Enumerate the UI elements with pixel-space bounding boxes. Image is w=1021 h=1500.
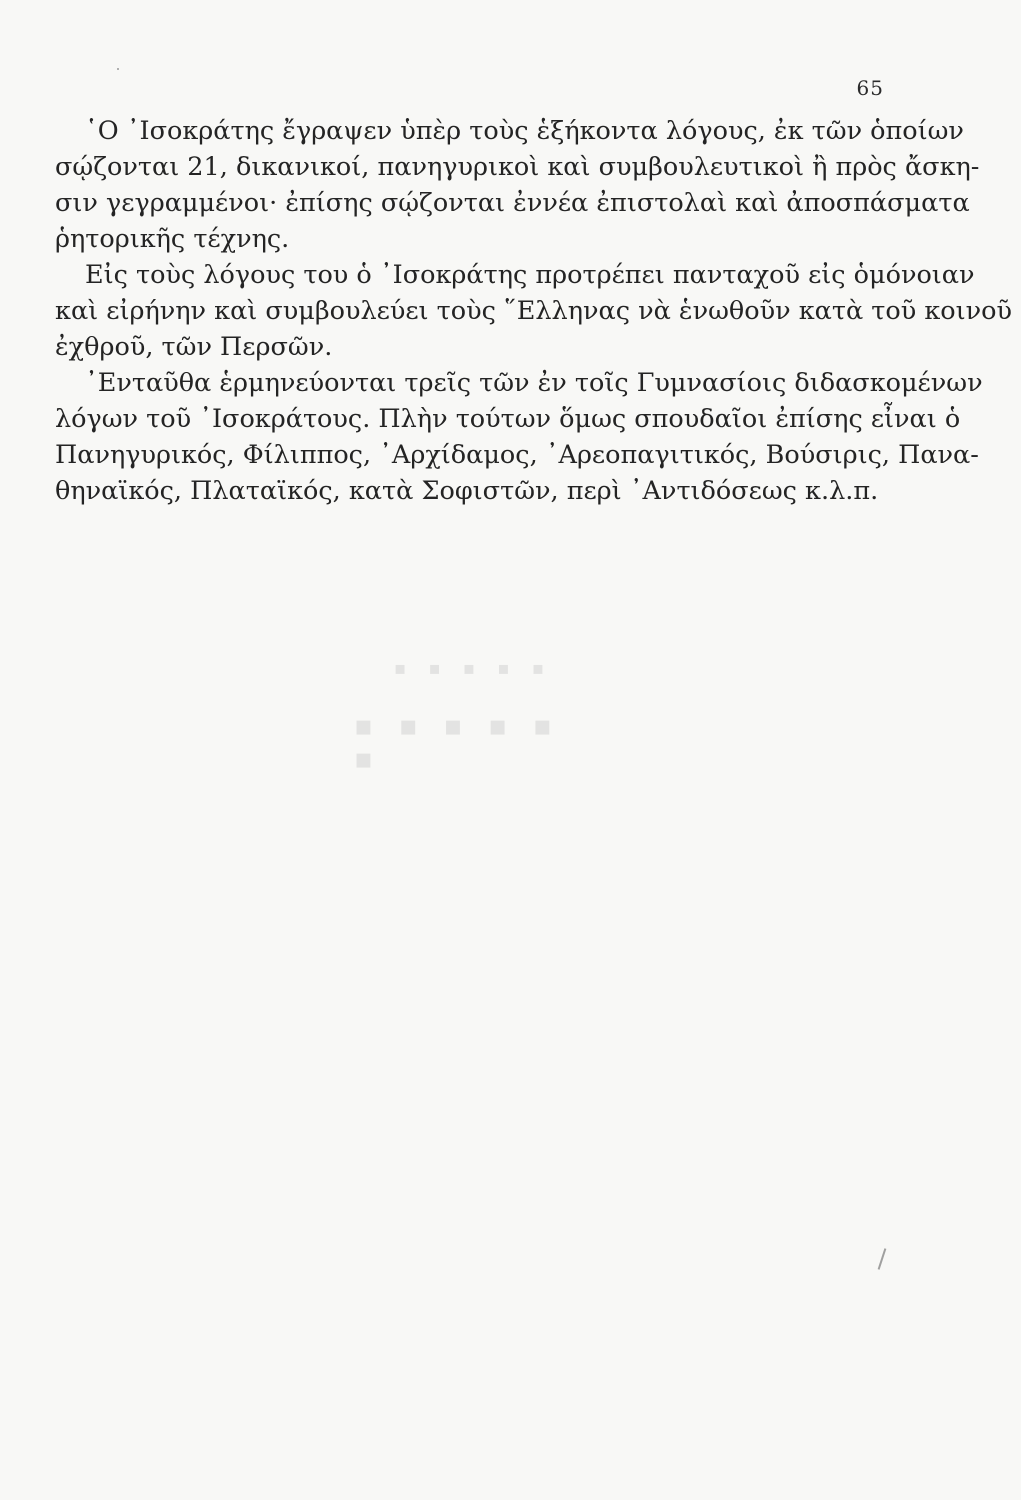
text-line: ἐχθροῦ, τῶν Περσῶν. xyxy=(55,332,333,362)
text-line: λόγων τοῦ ᾿Ισοκράτους. Πλὴν τούτων ὅμως σπουδαῖοι ἐπίσης εἶναι ὁ xyxy=(55,404,961,434)
bleed-through-marks: ▪ ▪ ▪ ▪ ▪ ▪ ▪ ▪ ▪ ▪ ▪ xyxy=(354,658,560,775)
text-line: σῴζονται 21, δικανικοί, πανηγυρικοὶ καὶ συμβουλευτικοὶ ἢ πρὸς ἄσκη- xyxy=(55,152,980,182)
text-line: ῥητορικῆς τέχνης. xyxy=(55,224,290,254)
text-line: καὶ εἰρήνην καὶ συμβουλεύει τοὺς ῞Ελληνας νὰ ἑνωθοῦν κατὰ τοῦ κοινοῦ xyxy=(55,296,1012,326)
text-line: Πανηγυρικός, Φίλιππος, ᾿Αρχίδαμος, ᾿Αρεοπαγιτικός, Βούσιρις, Πανα- xyxy=(55,440,979,470)
text-line: ῾Ο ᾿Ισοκράτης ἔγραψεν ὑπὲρ τοὺς ἑξήκοντα λόγους, ἐκ τῶν ὁποίων xyxy=(85,116,964,146)
speck-mark xyxy=(117,68,119,70)
page-number: 65 xyxy=(856,76,884,100)
text-line: θηναϊκός, Πλαταϊκός, κατὰ Σοφιστῶν, περὶ ᾿Αντιδόσεως κ.λ.π. xyxy=(55,476,879,506)
text-line: Εἰς τοὺς λόγους του ὁ ᾿Ισοκράτης προτρέπει πανταχοῦ εἰς ὁμόνοιαν xyxy=(85,260,975,290)
stray-mark xyxy=(878,1248,887,1270)
text-line: ᾿Ενταῦθα ἑρμηνεύονται τρεῖς τῶν ἐν τοῖς Γυμνασίοις διδασκομένων xyxy=(85,368,983,398)
body-text xyxy=(55,113,1012,509)
text-line: σιν γεγραμμένοι· ἐπίσης σῴζονται ἐννέα ἐπιστολαὶ καὶ ἀποσπάσματα xyxy=(55,188,970,218)
